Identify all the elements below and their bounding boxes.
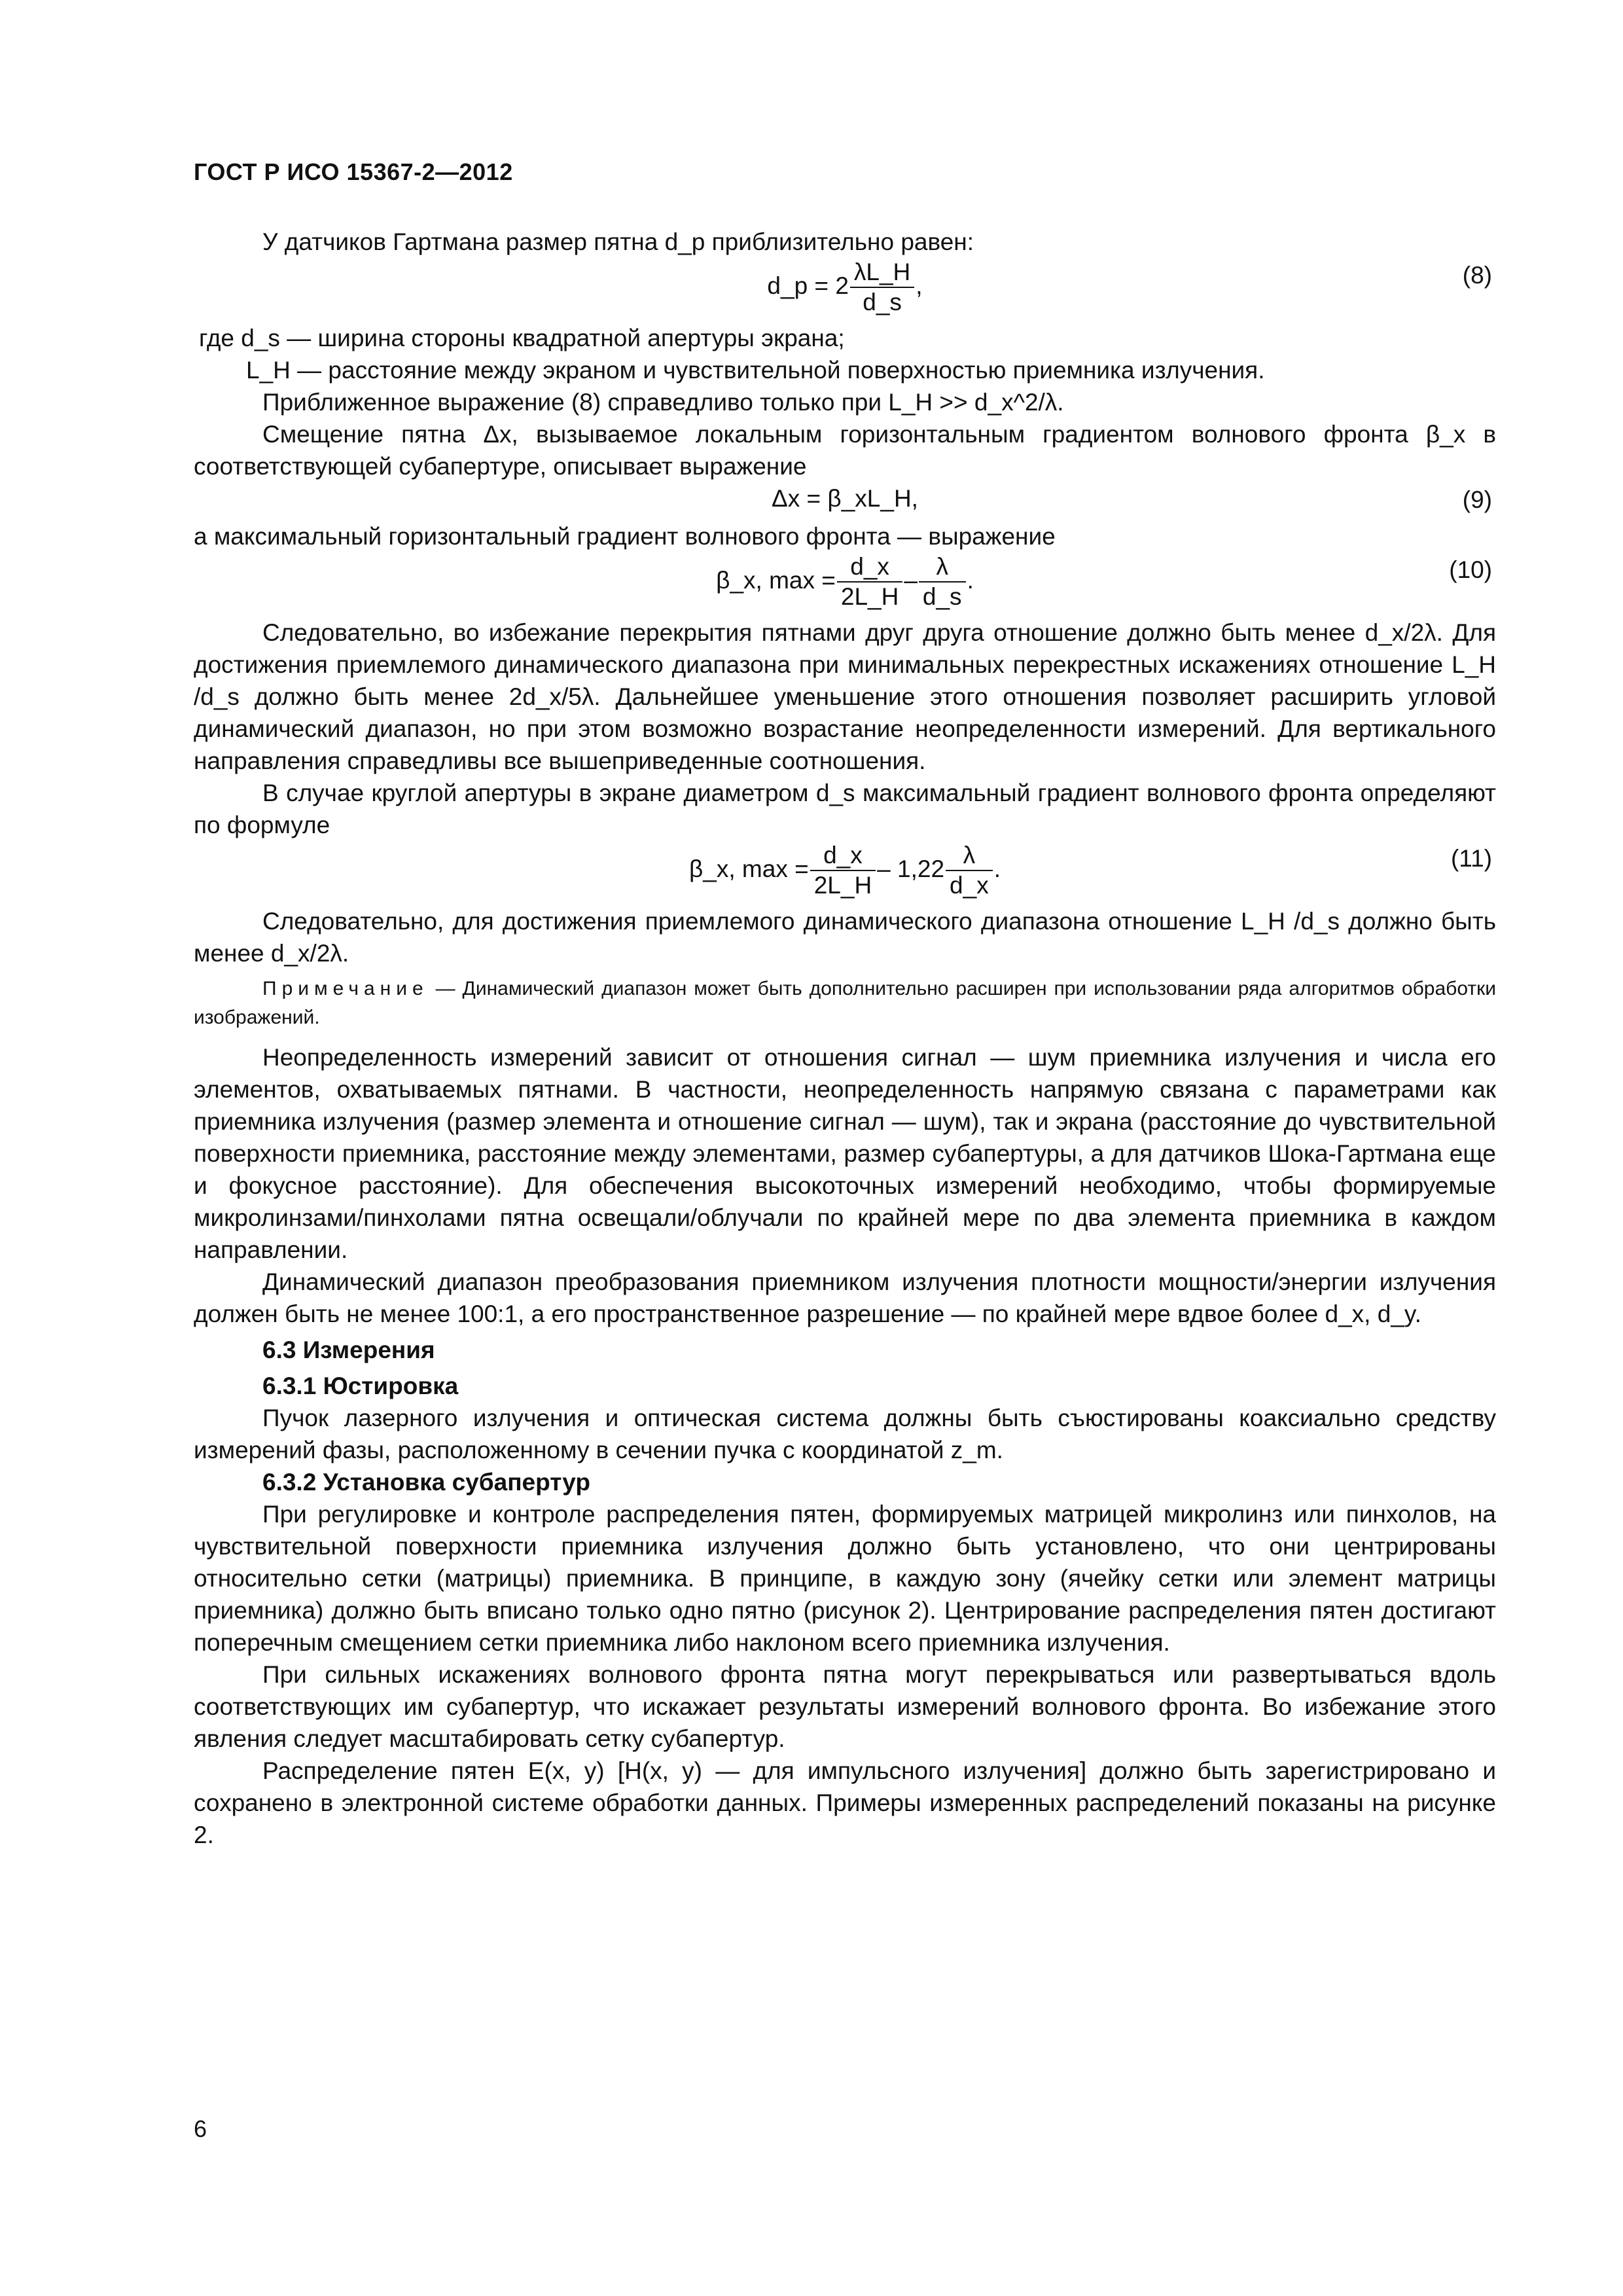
approx-paragraph: Приближенное выражение (8) справедливо только при L_H >> d_x^2/λ. bbox=[262, 389, 1064, 416]
document-body bbox=[194, 226, 1496, 1851]
eq10-numerator-1: d_x bbox=[837, 552, 902, 583]
equation-11 bbox=[194, 841, 1496, 905]
eq11-numerator-1: d_x bbox=[810, 841, 876, 871]
subaperture-paragraph-2: При сильных искажениях волнового фронта пятна могут перекрываться или развертываться вдоль соответствующих им субапертур, что искажает результаты измерений волнового фронта. Во избежание этого явления следует масштабировать сетку субапертур. bbox=[194, 1661, 1496, 1752]
definition-lh: L_H — расстояние между экраном и чувствительной поверхностью приемника излучения. bbox=[246, 357, 1265, 384]
shift-paragraph: Смещение пятна Δx, вызываемое локальным горизонтальным градиентом волнового фронта β_x в соответствующей субапертуре, описывает выражение bbox=[194, 421, 1496, 480]
section-6-3-1-heading: 6.3.1 Юстировка bbox=[262, 1372, 459, 1399]
eq9-formula: Δx = β_xL_H, bbox=[772, 485, 918, 512]
max-gradient-paragraph: а максимальный горизонтальный градиент волнового фронта — выражение bbox=[194, 523, 1056, 550]
note-text: — Динамический диапазон может быть дополнительно расширен при использовании ряда алгоритмов обработки изображений. bbox=[194, 978, 1496, 1028]
intro-paragraph: У датчиков Гартмана размер пятна d_p приблизительно равен: bbox=[262, 228, 974, 255]
eq11-numerator-2: λ bbox=[946, 841, 993, 871]
eq11-tail: . bbox=[993, 855, 1001, 882]
eq10-tail: . bbox=[967, 566, 974, 594]
equation-8 bbox=[194, 258, 1496, 322]
eq8-denominator: d_s bbox=[863, 289, 902, 315]
dynamic-range-paragraph: Динамический диапазон преобразования приемником излучения плотности мощности/энергии излучения должен быть не менее 100:1, а его пространственное разрешение — по крайней мере вдвое более d_x, d_y. bbox=[194, 1268, 1496, 1327]
note bbox=[194, 975, 1496, 1032]
eq10-operator: – bbox=[904, 566, 918, 594]
document-header: ГОСТ Р ИСО 15367-2—2012 bbox=[194, 158, 513, 185]
round-aperture-paragraph: В случае круглой апертуры в экране диаметром d_s максимальный градиент волнового фронта определяют по формуле bbox=[194, 780, 1496, 838]
equation-9 bbox=[194, 482, 1496, 520]
uncertainty-paragraph: Неопределенность измерений зависит от отношения сигнал — шум приемника излучения и числа его элементов, охватываемых пятнами. В частности, неопределенность напрямую связана с параметрами как приемника излучения (размер элемента и отношение сигнал — шум), так и экрана (расстояние до чувствительной поверхности приемника, расстояние между элементами, размер субапертуры, а для датчиков Шока-Гартмана еще и фокусное расстояние). Для обеспечения высокоточных измерений необходимо, чтобы формируемые микролинзами/пинхолами пятна освещали/облучали по крайней мере по два элемента приемника в каждом направлении. bbox=[194, 1044, 1496, 1263]
eq10-denominator-1: 2L_H bbox=[840, 583, 899, 610]
eq9-number: (9) bbox=[1462, 486, 1492, 513]
section-6-3-heading: 6.3 Измерения bbox=[262, 1336, 435, 1363]
subaperture-paragraph-1: При регулировке и контроле распределения пятен, формируемых матрицей микролинз или пинхолов, на чувствительной поверхности приемника излучения должно быть установлено, что они центрированы относительно сетки (матрицы) приемника. В принципе, в каждую зону (ячейку сетки или элемент матрицы приемника) должно быть вписано только одно пятно (рисунок 2). Центрирование распределения пятен достигают поперечным смещением сетки приемника либо наклоном всего приемника излучения. bbox=[194, 1501, 1496, 1656]
subaperture-paragraph-3: Распределение пятен E(x, y) [H(x, y) — для импульсного излучения] должно быть зарегистрировано и сохранено в электронной системе обработки данных. Примеры измеренных распределений показаны на рисунке 2. bbox=[194, 1757, 1496, 1848]
eq11-operator: – 1,22 bbox=[877, 855, 945, 882]
section-6-3-2-heading: 6.3.2 Установка субапертур bbox=[262, 1469, 590, 1496]
eq11-denominator-2: d_x bbox=[950, 872, 989, 899]
eq10-number: (10) bbox=[1449, 556, 1492, 583]
eq8-number: (8) bbox=[1462, 262, 1492, 289]
eq8-tail: , bbox=[916, 272, 923, 299]
alignment-paragraph: Пучок лазерного излучения и оптическая система должны быть съюстированы коаксиально средству измерений фазы, расположенному в сечении пучка с координатой z_m. bbox=[194, 1405, 1496, 1463]
eq11-lhs: β_x, max = bbox=[689, 855, 809, 882]
document-page bbox=[194, 0, 1496, 2296]
eq8-numerator: λL_H bbox=[850, 258, 914, 288]
eq10-denominator-2: d_s bbox=[922, 583, 962, 610]
note-label: Примечание bbox=[262, 978, 429, 999]
page-number: 6 bbox=[194, 2115, 207, 2142]
eq10-lhs: β_x, max = bbox=[716, 566, 836, 594]
therefore2-paragraph: Следовательно, для достижения приемлемого динамического диапазона отношение L_H /d_s должно быть менее d_x/2λ. bbox=[194, 908, 1496, 967]
definitions-list bbox=[194, 322, 1496, 386]
eq11-denominator-1: 2L_H bbox=[813, 872, 872, 899]
eq11-number: (11) bbox=[1450, 845, 1492, 872]
therefore-paragraph: Следовательно, во избежание перекрытия пятнами друг друга отношение должно быть менее d_x/2λ. Для достижения приемлемого динамического диапазона при минимальных перекрестных искажениях отношение L_H /d_s должно быть менее 2d_x/5λ. Дальнейшее уменьшение этого отношения позволяет расширить угловой динамический диапазон, но при этом возможно возрастание неопределенности измерений. Для вертикального направления справедливы все вышеприведенные соотношения. bbox=[194, 619, 1496, 774]
eq8-lhs: d_p = 2 bbox=[767, 272, 849, 299]
eq10-numerator-2: λ bbox=[919, 552, 966, 583]
equation-10 bbox=[194, 552, 1496, 617]
definition-ds: где d_s — ширина стороны квадратной апертуры экрана; bbox=[199, 325, 845, 351]
